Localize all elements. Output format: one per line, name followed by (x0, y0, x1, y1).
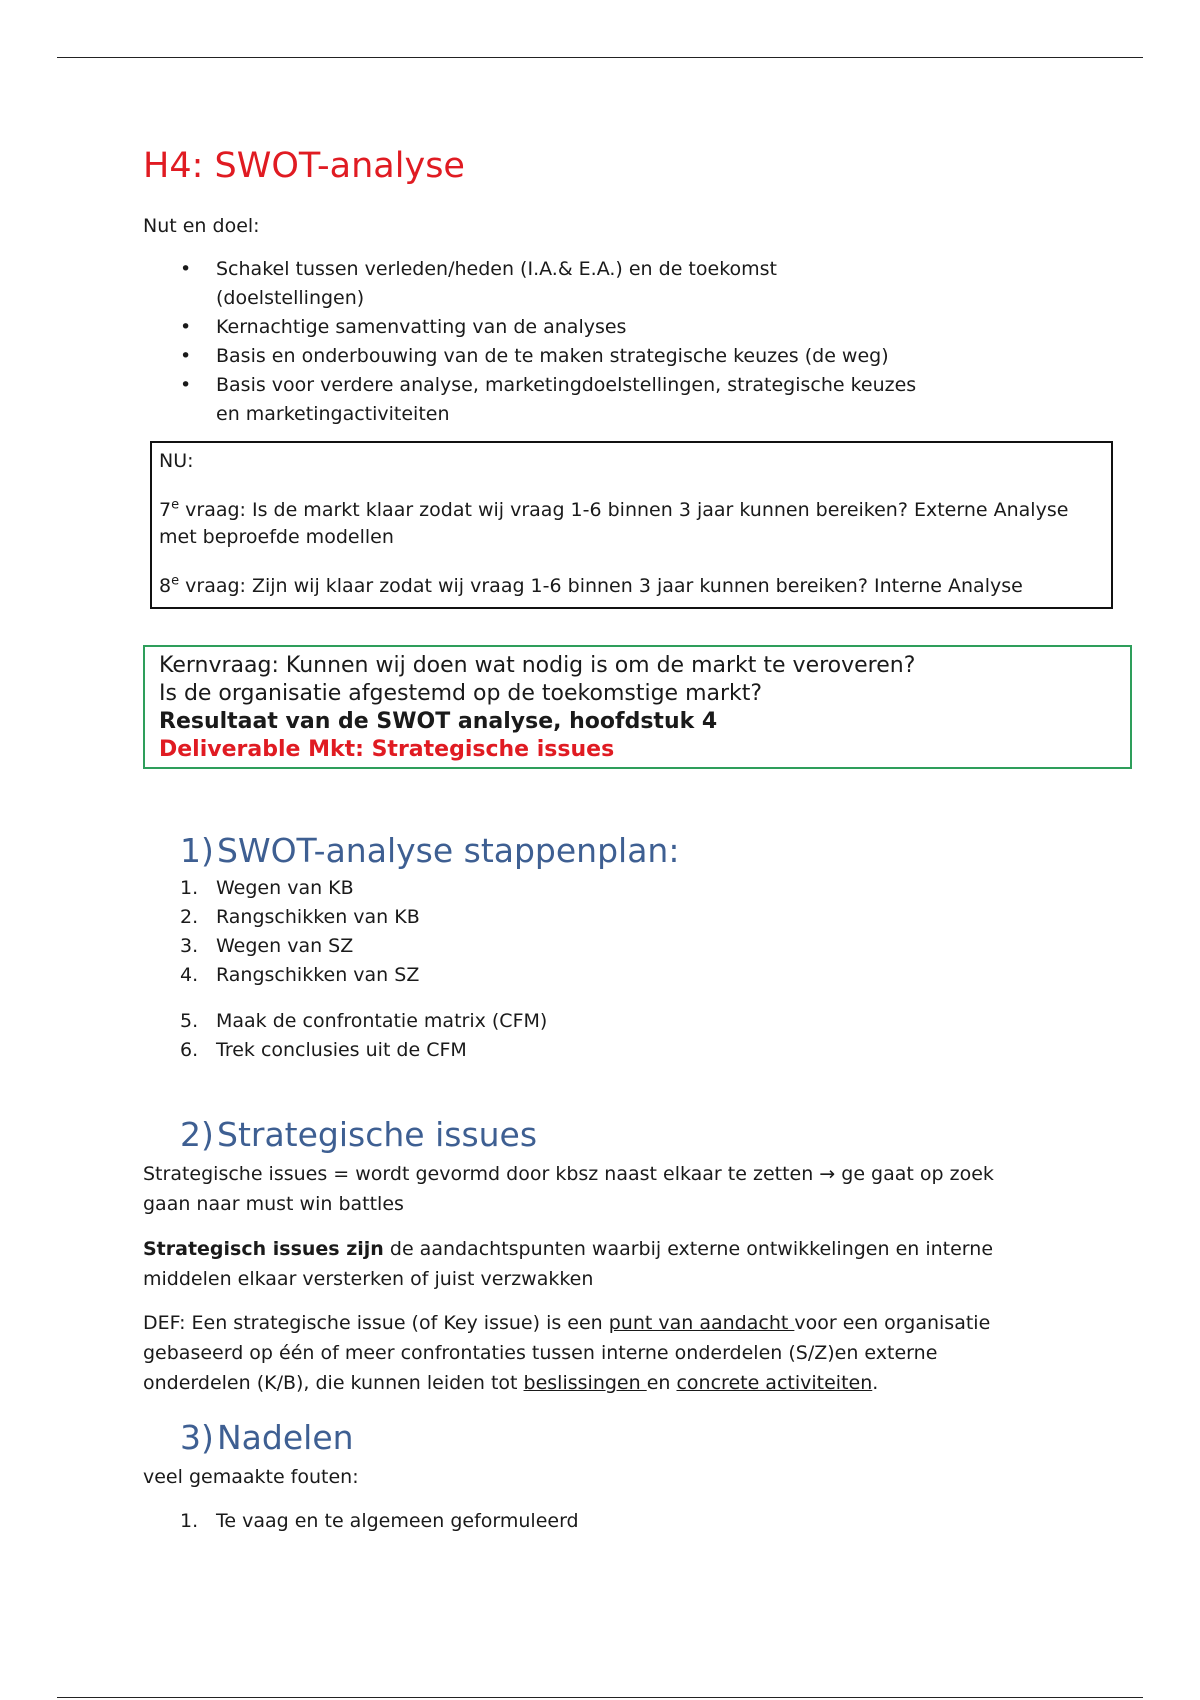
question-7-text: vraag: Is de markt klaar zodat wij vraag 1-6 binnen 3 jaar kunnen bereiken? Externe Analyse met beproefde modellen (159, 499, 1069, 548)
list-text: Wegen van KB (216, 877, 354, 899)
mistakes-list (143, 1507, 579, 1536)
question-8-num: 8 (159, 575, 172, 597)
bold-term: Strategisch issues zijn (143, 1238, 384, 1260)
section-title: Nadelen (217, 1418, 354, 1457)
underlined-term: punt van aandacht (608, 1312, 795, 1334)
list-text: Te vaag en te algemeen geformuleerd (216, 1510, 579, 1532)
list-text: Maak de confrontatie matrix (CFM) (216, 1010, 548, 1032)
section-number: 2) (180, 1115, 214, 1154)
nu-label: NU: (159, 450, 194, 472)
kernvraag-box (143, 645, 1132, 769)
list-item (143, 932, 420, 961)
list-number: 5. (180, 1010, 199, 1032)
list-text: Wegen van SZ (216, 935, 354, 957)
section-3-heading (180, 1418, 354, 1457)
nu-box (150, 441, 1113, 609)
list-text: Rangschikken van SZ (216, 964, 420, 986)
list-text: Trek conclusies uit de CFM (216, 1039, 467, 1061)
result-line: Resultaat van de SWOT analyse, hoofdstuk 4 (159, 709, 718, 734)
list-item: • Basis en onderbouwing van de te maken strategische keuzes (de weg) (143, 342, 923, 371)
paragraph-text: . (872, 1372, 879, 1394)
list-text: Rangschikken van KB (216, 906, 420, 928)
paragraph: veel gemaakte fouten: (143, 1466, 359, 1488)
section-title: SWOT-analyse stappenplan: (217, 831, 680, 870)
kernvraag-line: Is de organisatie afgestemd op de toekomstige markt? (159, 681, 763, 706)
question-8 (159, 573, 1104, 600)
paragraph-text: voor een organisatie gebaseerd op één of meer confrontaties tussen interne onderdelen (S/Z)en externe onderdelen (K/B), die kunnen leiden tot (143, 1312, 991, 1394)
list-item: • Kernachtige samenvatting van de analyses (143, 313, 923, 342)
paragraph-text: DEF: Een strategische issue (of Key issue) is een (143, 1312, 609, 1334)
question-7 (159, 497, 1104, 551)
purpose-list (143, 255, 923, 429)
kernvraag-line: Kernvraag: Kunnen wij doen wat nodig is om de markt te veroveren? (159, 653, 916, 678)
steps-list-a (143, 874, 420, 990)
page-title: H4: SWOT-analyse (143, 146, 465, 186)
list-item (143, 1507, 579, 1536)
section-number: 1) (180, 831, 214, 870)
header-rule (57, 57, 1143, 58)
deliverable-line: Deliverable Mkt: Strategische issues (159, 737, 615, 762)
list-item (143, 961, 420, 990)
footer-rule (57, 1697, 1143, 1698)
list-number: 1. (180, 1510, 199, 1532)
intro-label: Nut en doel: (143, 215, 260, 237)
list-number: 3. (180, 935, 199, 957)
question-8-sup: e (171, 573, 180, 589)
list-number: 6. (180, 1039, 199, 1061)
list-number: 4. (180, 964, 199, 986)
paragraph (143, 1234, 1043, 1294)
definition-paragraph (143, 1308, 1043, 1398)
list-item (143, 1036, 547, 1065)
list-item: • Schakel tussen verleden/heden (I.A.& E.A.) en de toekomst (doelstellingen) (143, 255, 923, 313)
list-item (143, 1007, 547, 1036)
question-8-text: vraag: Zijn wij klaar zodat wij vraag 1-6 binnen 3 jaar kunnen bereiken? Interne Analyse (179, 575, 1023, 597)
list-number: 2. (180, 906, 199, 928)
question-7-num: 7 (159, 499, 172, 521)
section-title: Strategische issues (217, 1115, 538, 1154)
list-number: 1. (180, 877, 199, 899)
steps-list-b (143, 1007, 547, 1065)
paragraph-text: en (646, 1372, 677, 1394)
list-item: • Basis voor verdere analyse, marketingdoelstellingen, strategische keuzes en marketingactiviteiten (143, 371, 923, 429)
list-item (143, 903, 420, 932)
paragraph: Strategische issues = wordt gevormd door kbsz naast elkaar te zetten → ge gaat op zoek gaan naar must win battles (143, 1163, 994, 1215)
underlined-term: concrete activiteiten (676, 1372, 873, 1394)
list-item (143, 874, 420, 903)
question-7-sup: e (171, 497, 180, 513)
underlined-term: beslissingen (523, 1372, 647, 1394)
section-number: 3) (180, 1418, 214, 1457)
section-1-heading (180, 831, 679, 870)
paragraph-text: de aandachtspunten waarbij externe ontwikkelingen en interne middelen elkaar versterken of juist verzwakken (143, 1238, 994, 1290)
section-2-heading (180, 1115, 537, 1154)
